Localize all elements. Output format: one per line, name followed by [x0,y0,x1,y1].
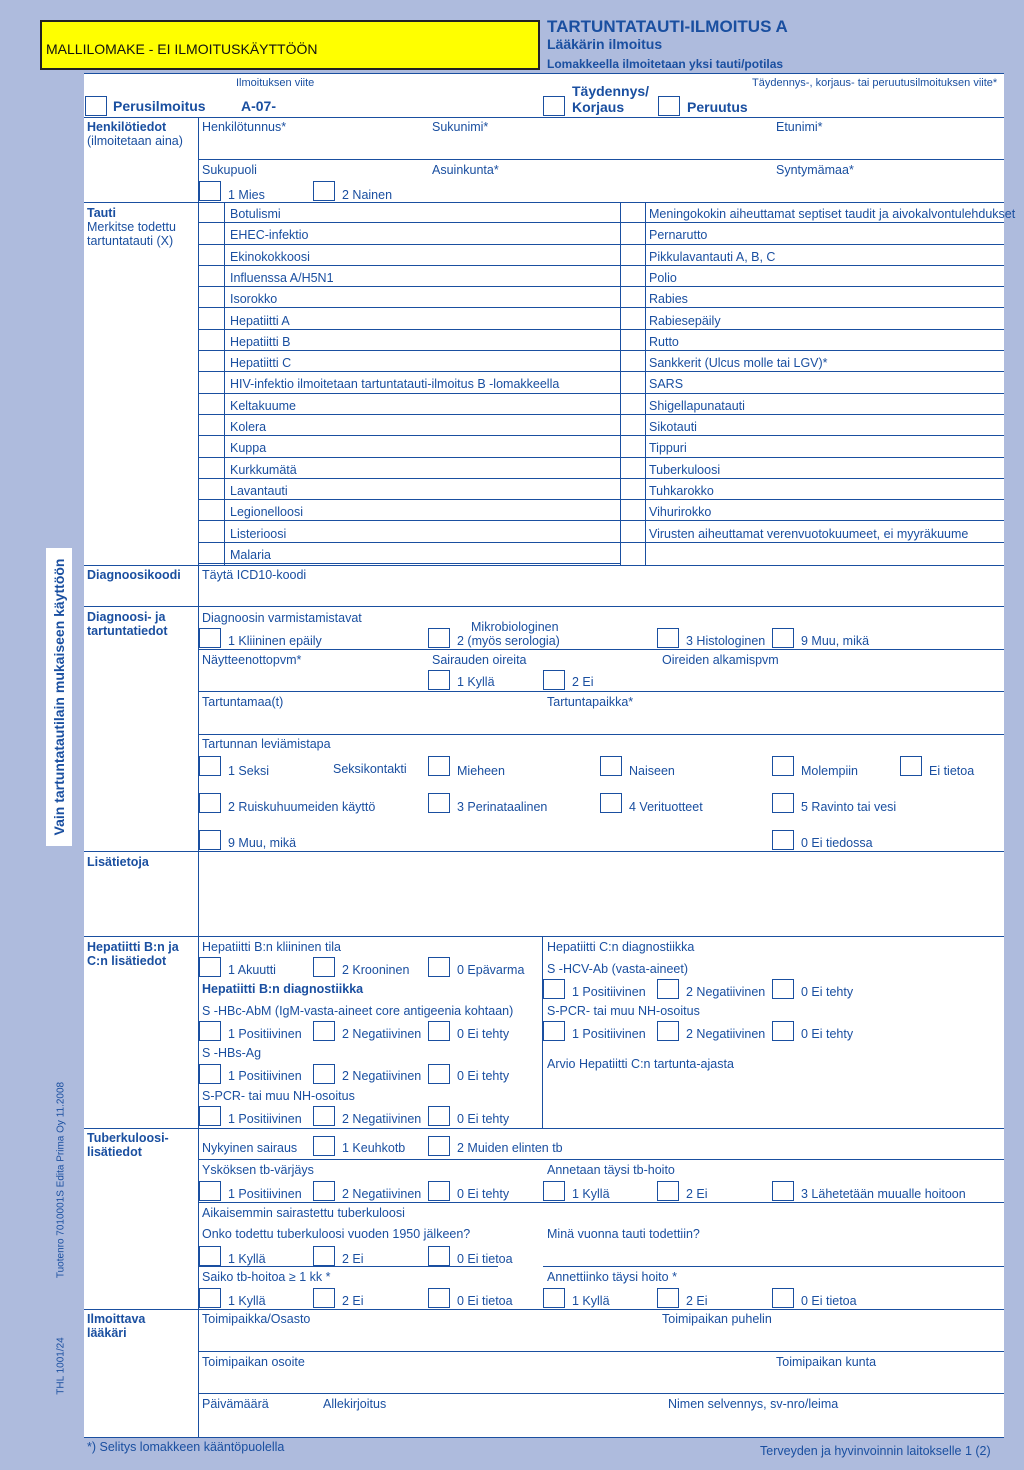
hbs-positive-checkbox[interactable] [199,1064,221,1084]
right-disease-label: Virusten aiheuttamat verenvuotokuumeet, ei myyräkuume [649,526,969,541]
right-disease-row[interactable] [620,287,1004,308]
doctor-unit-label: Toimipaikka/Osasto [202,1312,311,1326]
left-disease-row[interactable] [198,458,620,479]
route-other-checkbox[interactable] [199,830,221,850]
treated-yes-checkbox[interactable] [199,1288,221,1308]
right-disease-row[interactable] [620,351,1004,372]
extra-section-title: Lisätietoja [87,855,149,869]
left-disease-label: Listerioosi [230,526,287,541]
hcv-notdone-label: 0 Ei tehty [801,985,854,999]
left-disease-label: Hepatiitti B [230,334,291,349]
left-disease-label: Lavantauti [230,483,288,498]
symptoms-no-label: 2 Ei [572,675,594,689]
sex-label: Sukupuoli [202,163,257,177]
left-disease-label: Kuppa [230,441,267,456]
infection-country-label: Tartuntamaa(t) [202,695,284,709]
cancel-checkbox[interactable] [658,96,680,116]
contact-men-label: Mieheen [457,764,505,778]
pcr-c-negative-label: 2 Negatiivinen [686,1027,766,1041]
person-section-title: Henkilötiedot [87,120,167,134]
tb-other-organ-checkbox[interactable] [428,1136,450,1156]
form-subtitle: Lääkärin ilmoitus [547,36,663,52]
disease-section-hint-2: tartuntatauti (X) [87,234,174,248]
contact-men-checkbox[interactable] [428,756,450,776]
hcv-negative-label: 2 Negatiivinen [686,985,766,999]
tb-previous-label: Aikaisemmin sairastettu tuberkuloosi [202,1206,405,1220]
form-note: Lomakkeella ilmoitetaan yksi tauti/potilas [547,57,784,71]
left-disease-label: Kolera [230,420,267,434]
left-disease-row[interactable] [198,245,620,266]
tb-treated-label: Saiko tb-hoitoa ≥ 1 kk * [202,1270,331,1284]
after1950-noinfo-label: 0 Ei tietoa [457,1252,513,1266]
sex-female-checkbox[interactable] [313,181,335,201]
route-drugs-checkbox[interactable] [199,793,221,813]
onset-label: Oireiden alkamispvm [662,653,779,667]
person-section-hint: (ilmoitetaan aina) [87,134,183,148]
treated-no-checkbox[interactable] [313,1288,335,1308]
hcv-label: S -HCV-Ab (vasta-aineet) [547,962,689,976]
right-disease-row[interactable] [620,522,1004,543]
divider [84,851,1004,852]
hcv-positive-checkbox[interactable] [543,979,565,999]
route-food-label: 5 Ravinto tai vesi [801,800,897,814]
full-treatment-referred-label: 3 Lähetetään muualle hoitoon [801,1187,966,1201]
hbs-label: S -HBs-Ag [202,1046,262,1060]
given-full-no-checkbox[interactable] [657,1288,679,1308]
hbs-negative-label: 2 Negatiivinen [342,1069,422,1083]
diag-micro-checkbox[interactable] [428,628,450,648]
route-sex-label: 1 Seksi [228,764,269,778]
diagcode-section-title: Diagnoosikoodi [87,568,181,582]
treated-noinfo-checkbox[interactable] [428,1288,450,1308]
diagcode-hint: Täytä ICD10-koodi [202,568,307,582]
diag-section-title-2: tartuntatiedot [87,624,168,638]
doctor-municipality-label: Toimipaikan kunta [776,1355,877,1369]
divider [84,1128,1004,1129]
left-disease-label: Legionelloosi [230,505,303,520]
right-disease-label: Pernarutto [649,228,708,243]
divider [198,1351,1004,1352]
footer-note: *) Selitys lomakkeen kääntöpuolella [87,1440,285,1454]
sputum-negative-label: 2 Negatiivinen [342,1187,422,1201]
right-disease-label: Rabies [649,292,688,307]
sex-male-checkbox[interactable] [199,181,221,201]
tb-given-full-label: Annettiinko täysi hoito * [547,1270,677,1284]
divider [198,1266,498,1267]
right-disease-label: Tuhkarokko [649,483,714,498]
route-food-checkbox[interactable] [772,793,794,813]
diag-methods-label: Diagnoosin varmistamistavat [202,611,362,625]
after1950-yes-label: 1 Kyllä [228,1252,266,1266]
hep-b-clinical-label: Hepatiitti B:n kliininen tila [202,940,341,954]
diag-micro-label-2: 2 (myös serologia) [457,634,560,648]
left-disease-row[interactable] [198,202,620,223]
symptoms-yes-checkbox[interactable] [428,670,450,690]
left-disease-row[interactable] [198,500,620,521]
pcr-c-notdone-label: 0 Ei tehty [801,1027,854,1041]
doctor-section-title-1: Ilmoittava [87,1312,146,1326]
divider [84,117,1004,118]
right-disease-label: Tippuri [649,441,687,456]
right-disease-label: SARS [649,377,684,392]
right-disease-row[interactable] [620,372,1004,393]
disease-section-title: Tauti [87,206,116,220]
diag-clinical-checkbox[interactable] [199,628,221,648]
infection-place-label: Tartuntapaikka* [547,695,634,709]
left-disease-label: HIV-infektio ilmoitetaan tartuntatauti-ilmoitus B -lomakkeella [230,377,560,392]
left-disease-row[interactable] [198,394,620,415]
sample-banner-text: MALLILOMAKE - EI ILMOITUSKÄYTTÖÖN [46,41,318,57]
sputum-notdone-checkbox[interactable] [428,1181,450,1201]
left-disease-label: Hepatiitti C [230,356,292,371]
right-disease-row[interactable] [620,415,1004,436]
full-treatment-no-checkbox[interactable] [657,1181,679,1201]
side-usage-text: Vain tartuntatautilain mukaiseen käyttöön [51,558,67,836]
given-full-noinfo-checkbox[interactable] [772,1288,794,1308]
pcr-b-positive-label: 1 Positiivinen [228,1112,302,1126]
hbs-notdone-label: 0 Ei tehty [457,1069,510,1083]
left-disease-row[interactable] [198,522,620,543]
contact-both-label: Molempiin [801,764,858,778]
divider [84,606,1004,607]
left-disease-row[interactable] [198,479,620,500]
tb-current-label: Nykyinen sairaus [202,1141,298,1155]
doctor-section-title-2: lääkäri [87,1326,127,1340]
left-disease-label: Botulismi [230,207,281,221]
hep-b-acute-label: 1 Akuutti [228,963,276,977]
hep-b-chronic-label: 2 Krooninen [342,963,410,977]
right-disease-row[interactable] [620,479,1004,500]
hep-c-diag-label: Hepatiitti C:n diagnostiikka [547,940,695,954]
symptoms-label: Sairauden oireita [432,653,527,667]
divider [84,1309,1004,1310]
pcr-c-notdone-checkbox[interactable] [772,1021,794,1041]
left-disease-label: Hepatiitti A [230,313,290,328]
diag-clinical-label: 1 Kliininen epäily [228,634,322,648]
sputum-notdone-label: 0 Ei tehty [457,1187,510,1201]
hbs-positive-label: 1 Positiivinen [228,1069,302,1083]
extra-info-field[interactable] [200,853,1003,935]
pcr-c-positive-label: 1 Positiivinen [572,1027,646,1041]
disease-section-hint-1: Merkitse todettu [87,220,176,234]
treated-yes-label: 1 Kyllä [228,1294,266,1308]
right-disease-label: Polio [649,270,677,285]
tb-lung-label: 1 Keuhkotb [342,1141,406,1155]
tb-full-treatment-label: Annetaan täysi tb-hoito [547,1163,675,1177]
diag-histo-checkbox[interactable] [657,628,679,648]
ssn-label: Henkilötunnus* [202,120,287,134]
hbc-positive-label: 1 Positiivinen [228,1027,302,1041]
after1950-noinfo-checkbox[interactable] [428,1246,450,1266]
route-drugs-label: 2 Ruiskuhuumeiden käyttö [228,800,376,814]
full-treatment-no-label: 2 Ei [686,1187,708,1201]
left-disease-row[interactable] [198,287,620,308]
correction-label-1: Täydennys/ [572,83,650,99]
supplement-ref-label: Täydennys-, korjaus- tai peruutusilmoituksen viite* [752,77,998,89]
route-other-label: 9 Muu, mikä [228,836,297,850]
diag-histo-label: 3 Histologinen [686,634,766,648]
pcr-b-notdone-label: 0 Ei tehty [457,1112,510,1126]
doctor-signature-label: Allekirjoitus [323,1397,387,1411]
right-disease-label: Meningokokin aiheuttamat septiset taudit ja aivokalvontulehdukset [649,207,1016,221]
right-disease-row[interactable] [620,245,1004,266]
hep-b-diag-label: Hepatiitti B:n diagnostiikka [202,982,364,996]
form-title: TARTUNTATAUTI-ILMOITUS A [547,17,788,36]
ref-label: Ilmoituksen viite [236,77,315,89]
divider [84,936,1004,937]
given-full-yes-checkbox[interactable] [543,1288,565,1308]
sex-female-label: 2 Nainen [342,188,393,202]
left-disease-row[interactable] [198,372,620,393]
right-disease-row[interactable] [620,330,1004,351]
sex-male-label: 1 Mies [228,188,265,202]
given-full-no-label: 2 Ei [686,1294,708,1308]
pcr-b-positive-checkbox[interactable] [199,1106,221,1126]
route-label: Tartunnan leviämistapa [202,737,331,751]
pcr-c-label: S-PCR- tai muu NH-osoitus [547,1004,700,1018]
left-disease-label: Malaria [230,547,271,562]
route-not-known-checkbox[interactable] [772,830,794,850]
doctor-address-label: Toimipaikan osoite [202,1355,305,1369]
basic-report-label: Perusilmoitus [113,98,206,114]
hbs-notdone-checkbox[interactable] [428,1064,450,1084]
left-disease-label: Isorokko [230,292,278,307]
hbc-label: S -HBc-AbM (IgM-vasta-aineet core antigeenia kohtaan) [202,1004,514,1018]
right-disease-label: Shigellapunatauti [649,398,745,413]
pcr-b-notdone-checkbox[interactable] [428,1106,450,1126]
sputum-positive-label: 1 Positiivinen [228,1187,302,1201]
hep-b-uncertain-label: 0 Epävarma [457,963,525,977]
pcr-b-label: S-PCR- tai muu NH-osoitus [202,1089,355,1103]
right-disease-label: Pikkulavantauti A, B, C [649,249,776,264]
right-disease-label: Rabiesepäily [649,313,721,328]
hbc-notdone-label: 0 Ei tehty [457,1027,510,1041]
hep-b-chronic-checkbox[interactable] [313,957,335,977]
diag-micro-label-1: Mikrobiologinen [471,620,559,634]
after1950-no-label: 2 Ei [342,1252,364,1266]
after1950-no-checkbox[interactable] [313,1246,335,1266]
municipality-label: Asuinkunta* [432,163,499,177]
report-code: A-07- [241,98,277,114]
left-disease-row[interactable] [198,266,620,287]
left-disease-label: Influenssa A/H5N1 [230,270,334,285]
divider [198,1159,1004,1160]
hep-b-acute-checkbox[interactable] [199,957,221,977]
treated-noinfo-label: 0 Ei tietoa [457,1294,513,1308]
right-disease-row[interactable] [620,309,1004,330]
route-perinatal-checkbox[interactable] [428,793,450,813]
hep-section-title-1: Hepatiitti B:n ja [87,940,179,954]
hcv-notdone-checkbox[interactable] [772,979,794,999]
contact-women-checkbox[interactable] [600,756,622,776]
right-disease-row[interactable] [620,202,1016,223]
right-disease-label: Sankkerit (Ulcus molle tai LGV)* [649,356,828,371]
symptoms-no-checkbox[interactable] [543,670,565,690]
symptoms-yes-label: 1 Kyllä [457,675,495,689]
given-full-noinfo-label: 0 Ei tietoa [801,1294,857,1308]
tb-year-label: Minä vuonna tauti todettiin? [547,1227,700,1241]
correction-label-2: Korjaus [572,99,625,115]
tb-section-title-2: lisätiedot [87,1145,142,1159]
hcv-positive-label: 1 Positiivinen [572,985,646,999]
tb-lung-checkbox[interactable] [313,1136,335,1156]
right-disease-row[interactable] [620,500,1004,521]
doctor-date-label: Päivämäärä [202,1397,269,1411]
left-disease-row[interactable] [198,330,620,351]
right-disease-row[interactable] [620,458,1004,479]
basic-report-checkbox[interactable] [85,96,107,116]
left-disease-row[interactable] [198,436,620,457]
full-treatment-yes-label: 1 Kyllä [572,1187,610,1201]
footer-org: Terveyden ja hyvinvoinnin laitokselle 1 (2) [760,1444,991,1458]
right-disease-row[interactable] [620,266,1004,287]
left-disease-label: Kurkkumätä [230,462,297,477]
tb-other-organ-label: 2 Muiden elinten tb [457,1141,563,1155]
full-treatment-yes-checkbox[interactable] [543,1181,565,1201]
surname-label: Sukunimi* [432,120,489,134]
given-full-yes-label: 1 Kyllä [572,1294,610,1308]
birth-country-label: Syntymämaa* [776,163,854,177]
pcr-c-positive-checkbox[interactable] [543,1021,565,1041]
route-sex-checkbox[interactable] [199,756,221,776]
divider [198,1202,1004,1203]
tb-after1950-label: Onko todettu tuberkuloosi vuoden 1950 jälkeen? [202,1227,471,1241]
sputum-negative-checkbox[interactable] [313,1181,335,1201]
divider [84,565,1004,566]
pcr-b-negative-label: 2 Negatiivinen [342,1112,422,1126]
left-disease-row[interactable] [198,351,620,372]
divider [198,734,1004,735]
sample-date-label: Näytteenottopvm* [202,653,302,667]
treated-no-label: 2 Ei [342,1294,364,1308]
contact-unknown-label: Ei tietoa [929,764,975,778]
pcr-c-negative-checkbox[interactable] [657,1021,679,1041]
route-not-known-label: 0 Ei tiedossa [801,836,873,850]
divider [198,1393,1004,1394]
hep-b-uncertain-checkbox[interactable] [428,957,450,977]
hbs-negative-checkbox[interactable] [313,1064,335,1084]
contact-both-checkbox[interactable] [772,756,794,776]
tb-section-title-1: Tuberkuloosi- [87,1131,169,1145]
divider [543,1266,1004,1267]
right-disease-label: Vihurirokko [649,505,712,520]
diag-section-title-1: Diagnoosi- ja [87,610,166,624]
after1950-yes-checkbox[interactable] [199,1246,221,1266]
right-disease-row[interactable] [620,394,1004,415]
route-blood-label: 4 Verituotteet [629,800,703,814]
full-treatment-referred-checkbox[interactable] [772,1181,794,1201]
hbc-negative-checkbox[interactable] [313,1021,335,1041]
divider [198,691,1004,692]
contact-unknown-checkbox[interactable] [900,756,922,776]
correction-checkbox[interactable] [543,96,565,116]
right-disease-label: Tuberkuloosi [649,462,721,477]
route-blood-checkbox[interactable] [600,793,622,813]
contact-women-label: Naiseen [629,764,675,778]
hbc-positive-checkbox[interactable] [199,1021,221,1041]
doctor-phone-label: Toimipaikan puhelin [662,1312,772,1326]
right-disease-row[interactable] [620,223,1004,244]
right-disease-label: Sikotauti [649,420,697,434]
left-disease-row[interactable] [198,309,620,330]
firstname-label: Etunimi* [776,120,823,134]
divider [198,159,1004,160]
hbc-notdone-checkbox[interactable] [428,1021,450,1041]
sample-banner [40,20,540,70]
left-disease-row[interactable] [198,543,620,564]
hep-c-estimate-label: Arvio Hepatiitti C:n tartunta-ajasta [547,1057,734,1071]
hbc-negative-label: 2 Negatiivinen [342,1027,422,1041]
hcv-negative-checkbox[interactable] [657,979,679,999]
left-disease-label: Ekinokokkoosi [230,249,310,264]
diag-other-label: 9 Muu, mikä [801,634,870,648]
diag-other-checkbox[interactable] [772,628,794,648]
pcr-b-negative-checkbox[interactable] [313,1106,335,1126]
left-disease-row[interactable] [198,223,620,244]
route-perinatal-label: 3 Perinataalinen [457,800,548,814]
tb-sputum-label: Ysköksen tb-värjäys [202,1163,314,1177]
left-disease-label: EHEC-infektio [230,228,309,243]
left-disease-label: Keltakuume [230,398,297,413]
cancel-label: Peruutus [687,99,748,115]
right-disease-row[interactable] [620,436,1004,457]
right-disease-label: Rutto [649,334,679,349]
side-form-id: THL 1001/24 [55,1337,67,1395]
hep-section-title-2: C:n lisätiedot [87,954,167,968]
sputum-positive-checkbox[interactable] [199,1181,221,1201]
left-disease-row[interactable] [198,415,620,436]
side-print-info: Tuotenro 7010001S Edita Prima Oy 11.2008 [55,1081,67,1279]
sexcontact-label: Seksikontakti [333,762,407,776]
doctor-name-label: Nimen selvennys, sv-nro/leima [668,1397,839,1411]
divider [198,649,1004,650]
